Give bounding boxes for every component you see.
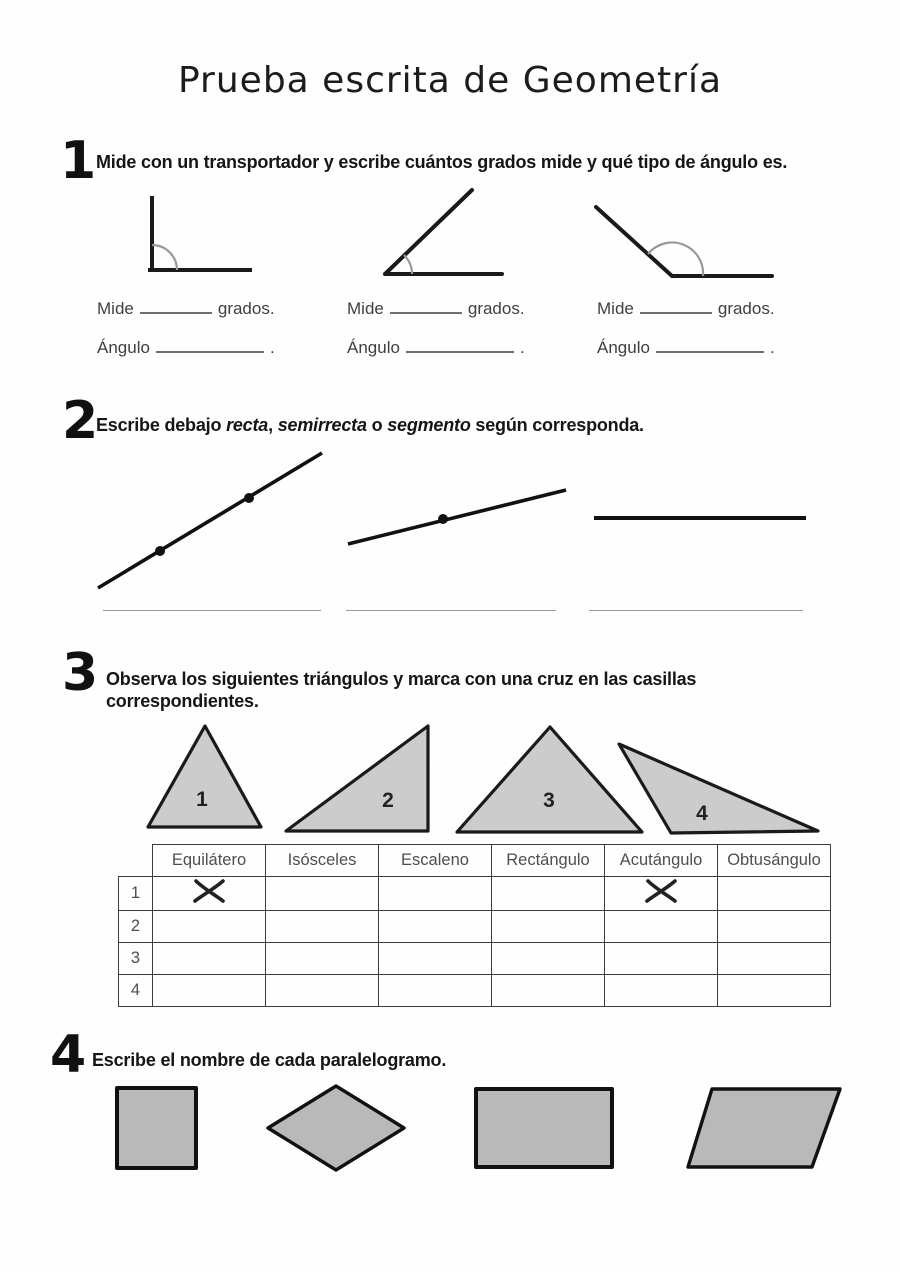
point-dot: [155, 546, 165, 556]
cell-3-obtusangulo[interactable]: [718, 943, 831, 975]
triangle-1: [148, 726, 261, 827]
section-2-number: 2: [62, 391, 99, 451]
rectangle-shape: [476, 1089, 612, 1167]
section-1-number: 1: [60, 131, 97, 191]
cell-3-escaleno[interactable]: [379, 943, 492, 975]
mide-label: Mide: [347, 299, 384, 318]
cross-mark: [189, 877, 229, 905]
mide-row-2: [347, 299, 525, 319]
obtuse-angle-figure: [596, 207, 772, 276]
cell-4-escaleno[interactable]: [379, 975, 492, 1007]
mide-blank-2[interactable]: [390, 299, 462, 314]
cell-1-rectangulo[interactable]: [492, 877, 605, 911]
angulo-blank-1[interactable]: [156, 338, 264, 353]
cell-3-acutangulo[interactable]: [605, 943, 718, 975]
line-answer-blank-1[interactable]: [103, 610, 321, 611]
table-row: [119, 943, 831, 975]
cell-2-obtusangulo[interactable]: [718, 911, 831, 943]
rhombus-shape: [268, 1086, 404, 1170]
mide-blank-3[interactable]: [640, 299, 712, 314]
instruction-line-1: Observa los siguientes triángulos y marca con una cruz en las casillas: [106, 669, 697, 689]
right-angle-figure: [148, 196, 252, 270]
instruction-part: o: [366, 415, 388, 435]
square-shape: [117, 1088, 196, 1168]
row-label-1: 1: [119, 877, 153, 911]
cell-3-equilatero[interactable]: [153, 943, 266, 975]
angulo-blank-3[interactable]: [656, 338, 764, 353]
point-dot: [244, 493, 254, 503]
column-header-obtusangulo: Obtusángulo: [718, 845, 831, 877]
ray-figure: [348, 490, 566, 544]
table-row: [119, 911, 831, 943]
period: .: [519, 338, 525, 357]
cell-4-rectangulo[interactable]: [492, 975, 605, 1007]
instruction-part: Escribe debajo: [96, 415, 227, 435]
triangle-label: 2: [382, 789, 394, 812]
grados-label: grados.: [217, 299, 275, 318]
grados-label: grados.: [717, 299, 775, 318]
section-3-instruction: [106, 668, 806, 712]
cell-3-isosceles[interactable]: [266, 943, 379, 975]
cell-1-isosceles[interactable]: [266, 877, 379, 911]
angle-arc: [404, 255, 412, 274]
angulo-label: Ángulo: [597, 338, 650, 357]
instruction-line-2: correspondientes.: [106, 691, 259, 711]
triangle-label: 1: [196, 788, 208, 811]
mide-row-1: [97, 299, 275, 319]
line-answer-blank-3[interactable]: [589, 610, 803, 611]
column-header-rectangulo: Rectángulo: [492, 845, 605, 877]
point-dot: [438, 514, 448, 524]
cell-2-acutangulo[interactable]: [605, 911, 718, 943]
triangle-classification-table: [118, 844, 831, 1007]
angulo-row-2: [347, 338, 525, 358]
column-header-isosceles: Isósceles: [266, 845, 379, 877]
cell-1-acutangulo[interactable]: [605, 877, 718, 911]
instruction-part: según corresponda.: [470, 415, 644, 435]
mide-label: Mide: [597, 299, 634, 318]
cell-3-rectangulo[interactable]: [492, 943, 605, 975]
line-answer-blank-2[interactable]: [346, 610, 556, 611]
angulo-row-1: [97, 338, 275, 358]
acute-angle-figure: [385, 190, 502, 274]
page-title: Prueba escrita de Geometría: [177, 60, 723, 101]
cell-2-escaleno[interactable]: [379, 911, 492, 943]
section-4-instruction: Escribe el nombre de cada paralelogramo.: [92, 1050, 447, 1070]
table-corner-cell: [119, 845, 153, 877]
cell-4-equilatero[interactable]: [153, 975, 266, 1007]
section-1-instruction: Mide con un transportador y escribe cuántos grados mide y qué tipo de ángulo es.: [96, 152, 788, 172]
triangle-2: [286, 726, 428, 831]
section-3-number: 3: [62, 643, 99, 703]
cell-4-obtusangulo[interactable]: [718, 975, 831, 1007]
column-header-escaleno: Escaleno: [379, 845, 492, 877]
period: .: [269, 338, 275, 357]
cell-2-rectangulo[interactable]: [492, 911, 605, 943]
cell-1-equilatero[interactable]: [153, 877, 266, 911]
mide-blank-1[interactable]: [140, 299, 212, 314]
period: .: [769, 338, 775, 357]
instruction-part-italic: segmento: [387, 415, 471, 435]
column-header-equilatero: Equilátero: [153, 845, 266, 877]
triangle-4: [619, 744, 818, 833]
triangle-3: [457, 727, 642, 832]
cell-2-isosceles[interactable]: [266, 911, 379, 943]
row-label-2: 2: [119, 911, 153, 943]
table-row: [119, 975, 831, 1007]
column-header-acutangulo: Acutángulo: [605, 845, 718, 877]
mide-label: Mide: [97, 299, 134, 318]
triangle-label: 4: [696, 802, 708, 825]
rhomboid-shape: [688, 1089, 840, 1167]
cell-1-escaleno[interactable]: [379, 877, 492, 911]
triangle-label: 3: [543, 789, 555, 812]
instruction-part-italic: semirrecta: [277, 415, 367, 435]
mide-row-3: [597, 299, 775, 319]
instruction-part-italic: recta: [226, 415, 269, 435]
cell-2-equilatero[interactable]: [153, 911, 266, 943]
row-label-4: 4: [119, 975, 153, 1007]
instruction-part: ,: [268, 415, 278, 435]
angulo-label: Ángulo: [97, 338, 150, 357]
section-4-number: 4: [50, 1025, 87, 1085]
section-2-instruction: [96, 414, 876, 436]
cross-mark: [641, 877, 681, 905]
angulo-row-3: [597, 338, 775, 358]
row-label-3: 3: [119, 943, 153, 975]
cell-1-obtusangulo[interactable]: [718, 877, 831, 911]
table-row: [119, 877, 831, 911]
line-figure: [98, 453, 322, 588]
table-header-row: [119, 845, 831, 877]
angulo-blank-2[interactable]: [406, 338, 514, 353]
cell-4-isosceles[interactable]: [266, 975, 379, 1007]
cell-4-acutangulo[interactable]: [605, 975, 718, 1007]
angulo-label: Ángulo: [347, 338, 400, 357]
grados-label: grados.: [467, 299, 525, 318]
angle-arc: [152, 245, 177, 270]
